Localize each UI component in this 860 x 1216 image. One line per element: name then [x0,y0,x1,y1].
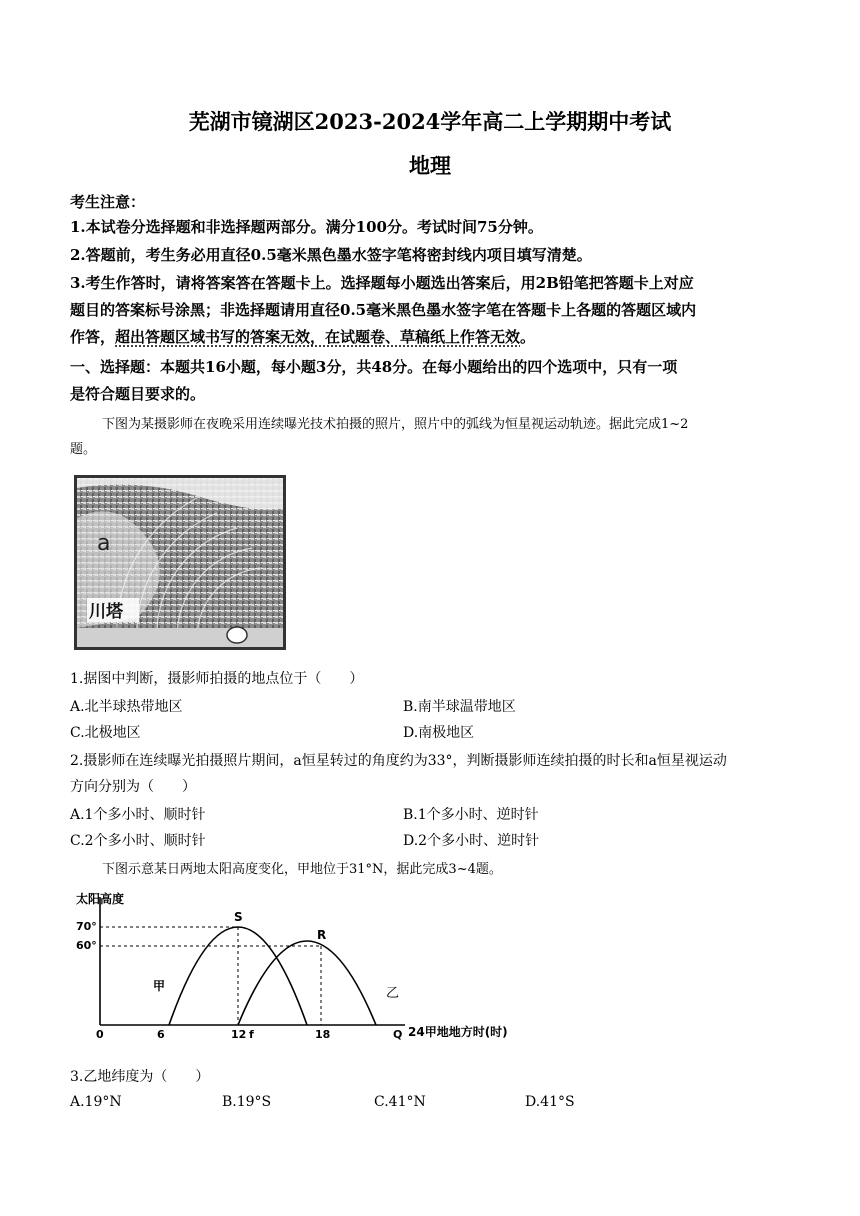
photo-label-tower: 川塔 [89,602,123,622]
section-1-line-2: 是符合题目要求的。 [70,385,206,403]
section-1-line-1: 一、选择题：本题共16小题，每小题3分，共48分。在每小题给出的四个选项中，只有一项 [70,358,678,376]
x-axis-label: 24甲地地方时(时) [408,1025,508,1039]
q3-option-c: C.41°N [374,1094,426,1110]
q1-option-c: C.北极地区 [70,725,141,741]
x-tick-12: 12 [231,1028,247,1041]
series-yi-label: 乙 [386,986,400,1001]
notice-line-3c-end: 。 [520,328,536,346]
notice-line-2: 2.答题前，考生务必用直径0.5毫米黑色墨水签字笔将密封线内项目填写清楚。 [70,246,592,264]
q3-option-d: D.41°S [525,1094,575,1110]
q3-option-b: B.19°S [222,1094,272,1110]
notice-line-3c-emphasis: 超出答题区域书写的答案无效，在试题卷、草稿纸上作答无效 [115,328,521,346]
notice-heading: 考生注意： [70,193,146,211]
notice-line-3c-plain: 作答， [70,328,116,346]
q1-option-a: A.北半球热带地区 [70,699,183,715]
q3-stem: 3.乙地纬度为（ ） [70,1069,210,1085]
y-tick-70: 70° [76,920,97,933]
star-trail-photo [74,475,286,650]
y-axis-label: 太阳高度 [76,892,125,906]
q2-option-a: A.1个多小时、顺时针 [70,807,206,823]
exam-title: 芜湖市镜湖区2023-2024学年高二上学期期中考试 [188,109,672,134]
x-tick-q: Q [393,1028,403,1041]
x-tick-18: 18 [315,1028,331,1041]
q1-option-b: B.南半球温带地区 [403,699,516,715]
q1-stem: 1.据图中判断，摄影师拍摄的地点位于（ ） [70,671,364,687]
series-jia-label: 甲 [153,979,166,993]
star-trail-image [77,478,283,647]
x-tick-6: 6 [157,1028,165,1041]
intro-1-line-1: 下图为某摄影师在夜晚采用连续曝光技术拍摄的照片，照片中的弧线为恒星视运动轨迹。据此完成1~2 [102,417,689,432]
notice-line-3a: 3.考生作答时，请将答案答在答题卡上。选择题每小题选出答案后，用2B铅笔把答题卡上对应 [70,274,694,292]
q2-stem-line-1: 2.摄影师在连续曝光拍摄照片期间，a恒星转过的角度约为33°，判断摄影师连续拍摄的时长和a恒星视运动 [70,753,727,769]
point-r-label: R [317,928,327,942]
curve-yi [238,941,376,1025]
intro-2-line-1: 下图示意某日两地太阳高度变化，甲地位于31°N，据此完成3~4题。 [102,862,502,877]
solar-altitude-chart [60,885,520,1050]
point-s-label: S [234,910,243,924]
notice-line-3c [70,326,535,347]
notice-line-1: 1.本试卷分选择题和非选择题两部分。满分100分。考试时间75分钟。 [70,218,543,236]
intro-1-line-2: 题。 [70,442,97,457]
y-tick-60: 60° [76,939,97,952]
x-tick-f: f [249,1028,254,1041]
q2-option-c: C.2个多小时、顺时针 [70,833,206,849]
q3-option-a: A.19°N [70,1094,122,1110]
q2-option-d: D.2个多小时、逆时针 [403,833,540,849]
q2-stem-line-2: 方向分别为（ ） [70,779,196,795]
q2-option-b: B.1个多小时、逆时针 [403,807,539,823]
subject-title: 地理 [409,153,451,178]
q1-option-d: D.南极地区 [403,725,475,741]
photo-label-a: a [97,531,111,556]
notice-line-3b: 题目的答案标号涂黑；非选择题请用直径0.5毫米黑色墨水签字笔在答题卡上各题的答题区域内 [70,301,697,319]
x-tick-0: 0 [96,1028,104,1041]
